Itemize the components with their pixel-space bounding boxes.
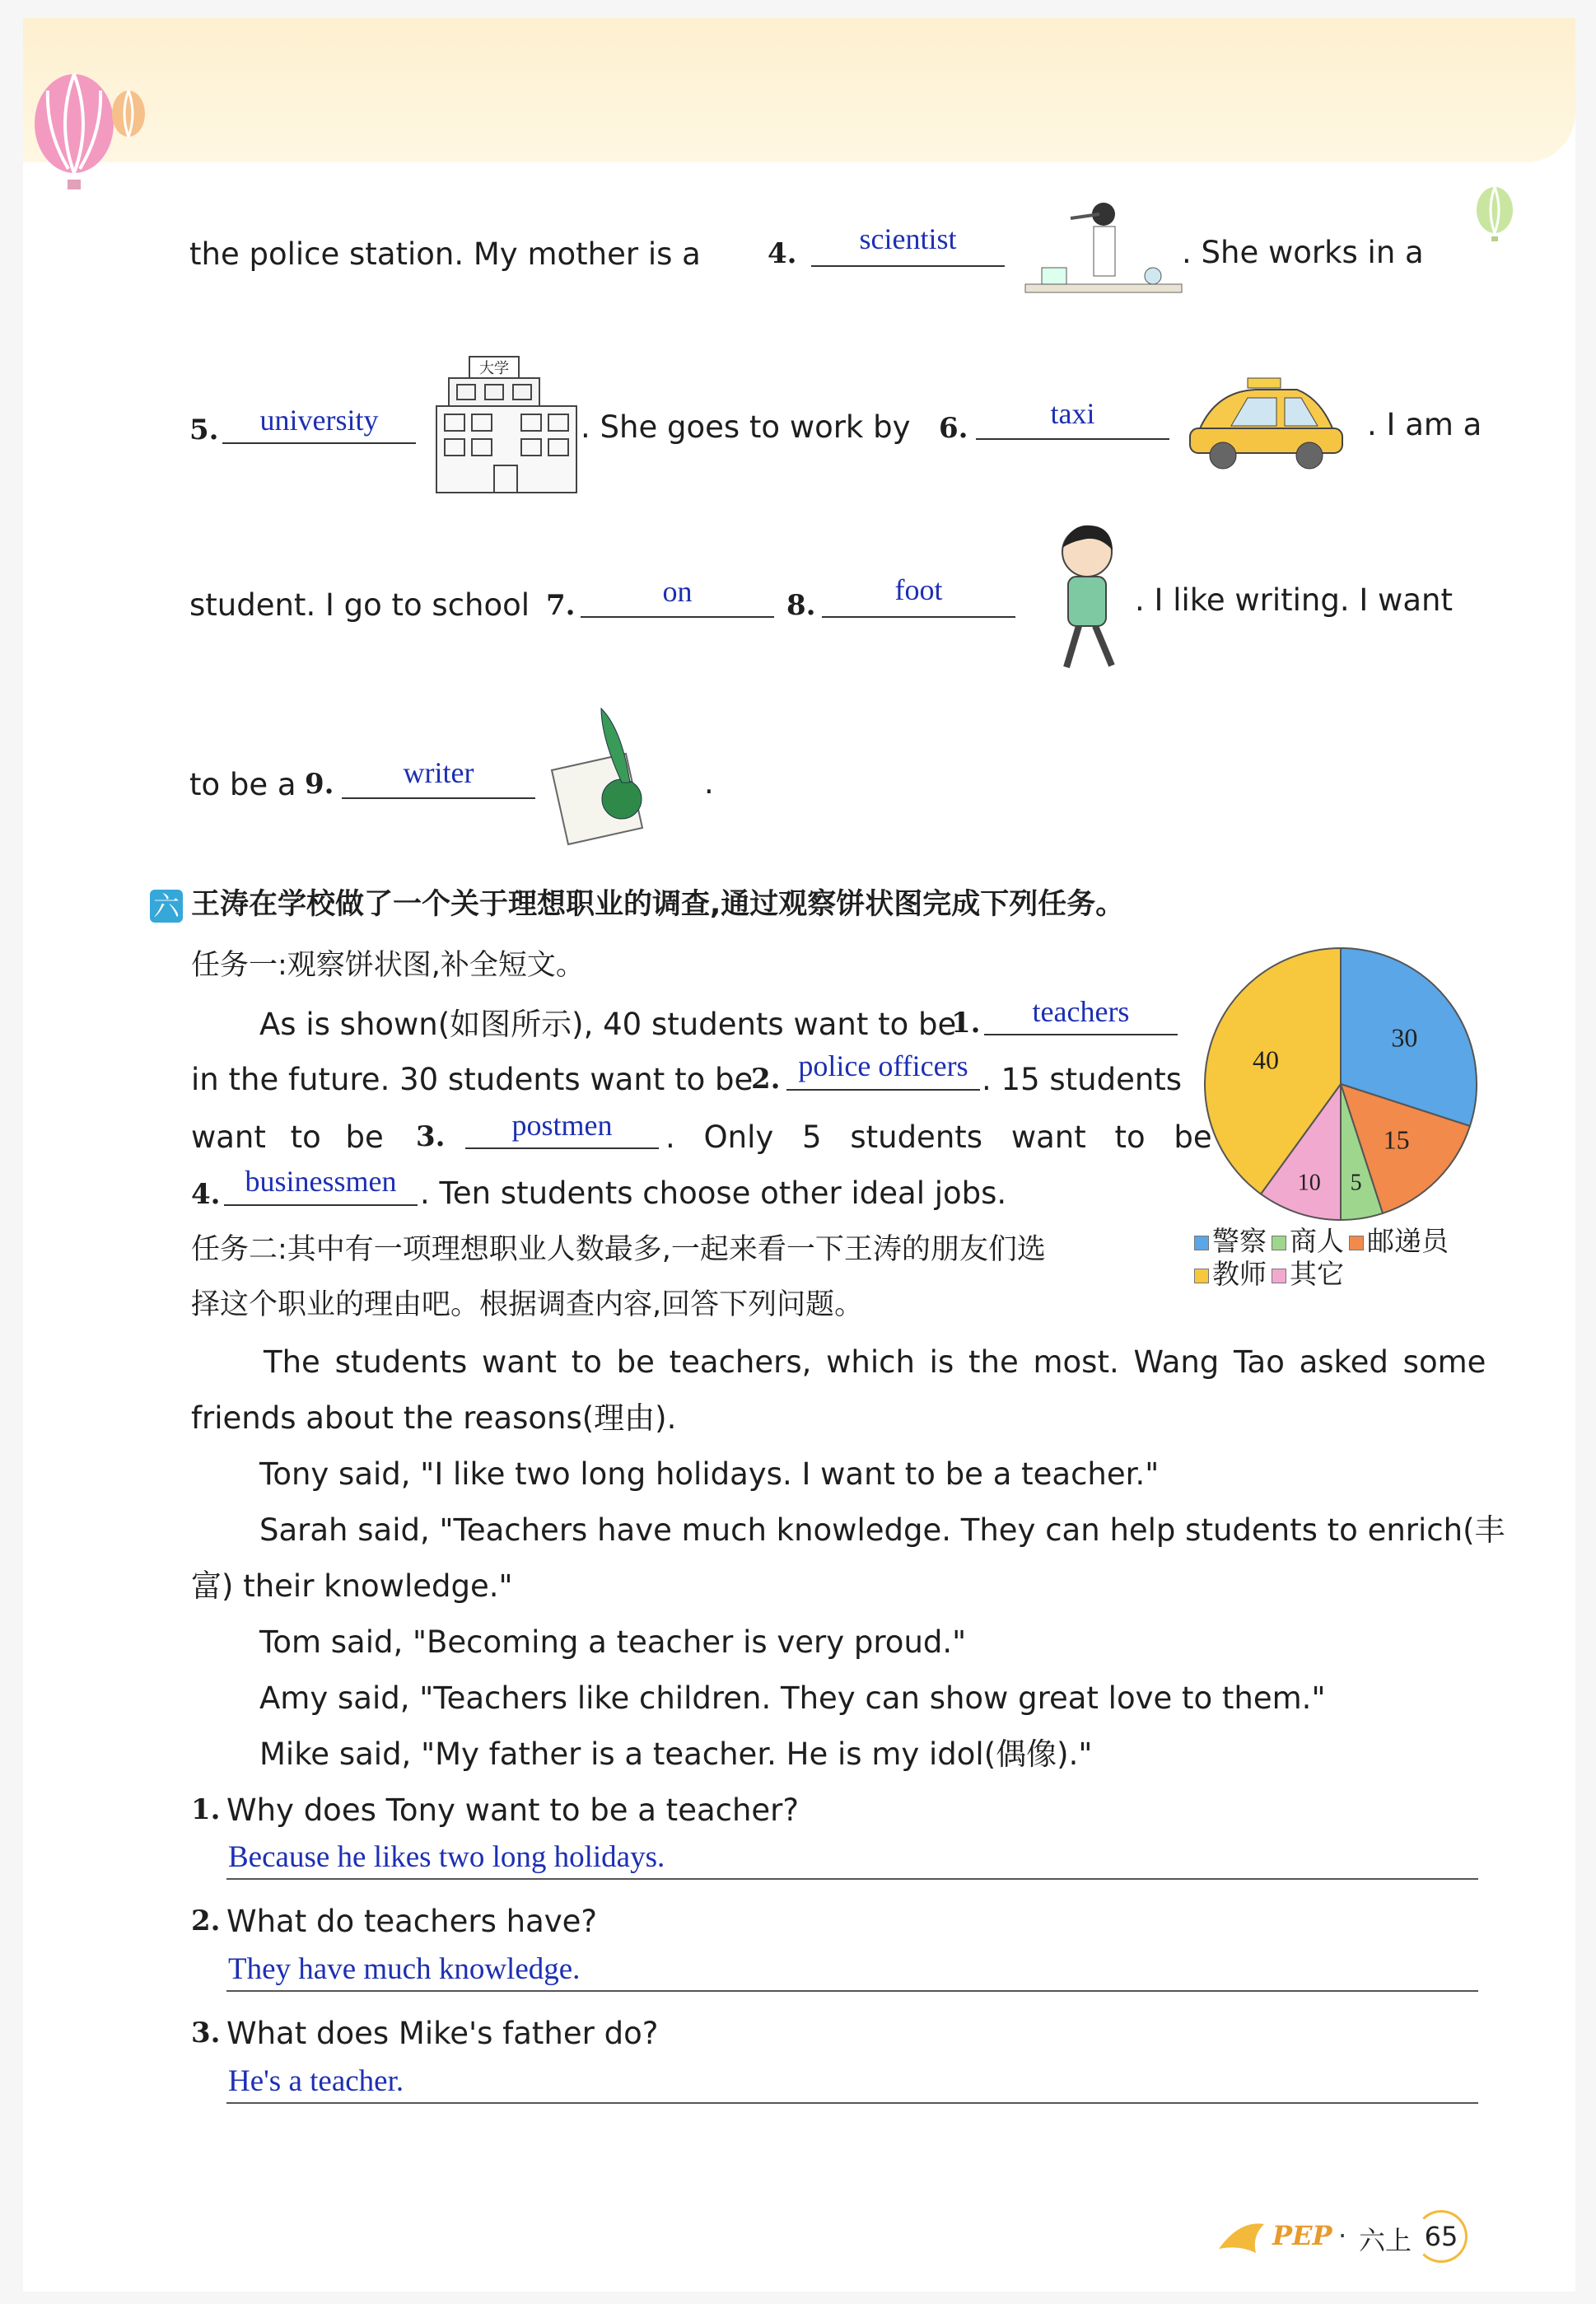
legend-label: 商人 xyxy=(1290,1225,1344,1257)
answer-7: on xyxy=(662,575,693,608)
pie-label-警察: 30 xyxy=(1391,1022,1418,1053)
p1-answer-4: businessmen xyxy=(245,1165,397,1198)
p1-answer-1: teachers xyxy=(1032,995,1130,1028)
balloon-right-icon xyxy=(1470,185,1519,251)
footer-brand: PEP xyxy=(1272,2220,1332,2251)
balloon-left-icon xyxy=(23,66,147,210)
answer-6: taxi xyxy=(1050,397,1095,430)
line4-text: to be a xyxy=(189,767,296,802)
pie-legend xyxy=(1194,1225,1454,1291)
line1-tail: . She works in a xyxy=(1182,235,1424,270)
p1-line1: As is shown(如图所示), 40 students want to be xyxy=(259,1007,957,1042)
reading-line-1: The students want to be teachers, which is the most. Wang Tao asked some xyxy=(264,1344,1486,1380)
scientist-icon xyxy=(1021,185,1186,309)
p1-line3b: . Only 5 students want to be xyxy=(665,1119,1212,1155)
task2-line2: 择这个职业的理由吧。根据调查内容,回答下列问题。 xyxy=(191,1288,864,1321)
pie-label-教师: 40 xyxy=(1252,1045,1279,1075)
answer-5: university xyxy=(259,404,379,437)
p1-line2b: . 15 students xyxy=(982,1062,1183,1097)
p1-answer-3: postmen xyxy=(511,1109,613,1142)
legend-swatch xyxy=(1349,1236,1364,1250)
section-title: 王涛在学校做了一个关于理想职业的调查,通过观察饼状图完成下列任务。 xyxy=(191,888,1125,921)
q1-text: Why does Tony want to be a teacher? xyxy=(226,1792,800,1828)
num-7: 7. xyxy=(546,589,576,622)
line2-text: . She goes to work by xyxy=(581,409,911,445)
reading-line-6: Tom said, "Becoming a teacher is very proud." xyxy=(259,1624,967,1660)
p1-num-4: 4. xyxy=(191,1178,221,1211)
university-building-icon xyxy=(432,350,581,498)
answer-9: writer xyxy=(403,756,474,789)
num-6: 6. xyxy=(939,412,968,445)
q3-answer-line[interactable] xyxy=(226,2102,1478,2104)
q1-num: 1. xyxy=(191,1793,221,1826)
p1-blank-4[interactable] xyxy=(224,1204,418,1206)
footer-dot: · xyxy=(1338,2220,1347,2251)
p1-answer-2: police officers xyxy=(798,1049,968,1082)
q3-answer: He's a teacher. xyxy=(228,2064,404,2098)
blank-4[interactable] xyxy=(811,265,1005,267)
reading-line-5: 富) their knowledge." xyxy=(191,1568,513,1604)
legend-swatch xyxy=(1272,1236,1286,1250)
legend-item-邮递员 xyxy=(1349,1225,1449,1257)
p1-line4: . Ten students choose other ideal jobs. xyxy=(420,1175,1007,1211)
p1-blank-3[interactable] xyxy=(465,1147,659,1149)
blank-5[interactable] xyxy=(222,442,416,444)
q1-answer: Because he likes two long holidays. xyxy=(228,1840,665,1874)
num-4: 4. xyxy=(768,237,797,270)
footer-page-number: 65 xyxy=(1415,2210,1468,2263)
pie-label-商人: 5 xyxy=(1350,1170,1362,1196)
num-5: 5. xyxy=(189,414,219,446)
bird-icon xyxy=(1215,2216,1268,2257)
num-8: 8. xyxy=(786,589,816,622)
legend-label: 邮递员 xyxy=(1367,1225,1449,1257)
blank-7[interactable] xyxy=(581,616,774,618)
task2-line1: 任务二:其中有一项理想职业人数最多,一起来看一下王涛的朋友们选 xyxy=(191,1233,1046,1266)
pie-label-其它: 10 xyxy=(1297,1170,1321,1196)
reading-line-3: Tony said, "I like two long holidays. I want to be a teacher." xyxy=(259,1456,1160,1492)
legend-label: 教师 xyxy=(1212,1258,1267,1290)
reading-line-7: Amy said, "Teachers like children. They can show great love to them." xyxy=(259,1680,1326,1716)
legend-swatch xyxy=(1194,1236,1209,1250)
p1-num-3: 3. xyxy=(416,1120,446,1153)
blank-6[interactable] xyxy=(976,438,1169,440)
blank-8[interactable] xyxy=(822,616,1015,618)
num-9: 9. xyxy=(305,768,334,801)
line3-text: student. I go to school xyxy=(189,587,530,623)
q2-answer-line[interactable] xyxy=(226,1990,1478,1992)
reading-line-8: Mike said, "My father is a teacher. He is my idol(偶像)." xyxy=(259,1736,1093,1772)
pie-label-邮递员: 15 xyxy=(1383,1124,1410,1155)
p1-line2: in the future. 30 students want to be xyxy=(191,1062,754,1097)
line2-tail: . I am a xyxy=(1367,407,1482,442)
p1-line3a: want to be xyxy=(191,1119,384,1155)
p1-num-1: 1. xyxy=(951,1007,981,1040)
legend-label: 警察 xyxy=(1212,1225,1267,1257)
p1-blank-1[interactable] xyxy=(984,1034,1178,1035)
line1-text: the police station. My mother is a xyxy=(189,236,701,272)
p1-num-2: 2. xyxy=(751,1063,781,1096)
footer-grade: 六上 xyxy=(1359,2225,1412,2256)
legend-item-教师 xyxy=(1194,1258,1267,1290)
legend-item-商人 xyxy=(1272,1225,1344,1257)
line3-tail: . I like writing. I want xyxy=(1135,582,1453,618)
answer-8: foot xyxy=(894,573,943,606)
task1-title: 任务一:观察饼状图,补全短文。 xyxy=(191,949,585,982)
blank-9[interactable] xyxy=(342,797,535,799)
walking-boy-icon xyxy=(1034,519,1141,684)
taxi-icon xyxy=(1182,375,1346,474)
p1-blank-2[interactable] xyxy=(786,1089,980,1091)
q3-num: 3. xyxy=(191,2017,221,2049)
legend-label: 其它 xyxy=(1290,1258,1344,1290)
pie-chart xyxy=(1194,946,1491,1238)
legend-item-警察 xyxy=(1194,1225,1267,1257)
reading-line-4: Sarah said, "Teachers have much knowledge. They can help students to enrich(丰 xyxy=(259,1512,1505,1548)
q1-answer-line[interactable] xyxy=(226,1878,1478,1880)
legend-item-其它 xyxy=(1272,1258,1344,1290)
answer-4: scientist xyxy=(859,222,957,255)
legend-swatch xyxy=(1194,1269,1209,1283)
section-badge: 六 xyxy=(150,890,183,923)
reading-line-2: friends about the reasons(理由). xyxy=(191,1400,677,1436)
q2-text: What do teachers have? xyxy=(226,1904,598,1939)
q2-num: 2. xyxy=(191,1904,221,1937)
line4-tail: . xyxy=(704,765,714,801)
q3-text: What does Mike's father do? xyxy=(226,2016,659,2051)
building-sign: 大学 xyxy=(479,360,509,377)
q2-answer: They have much knowledge. xyxy=(228,1952,581,1986)
header-band xyxy=(23,18,1575,162)
legend-swatch xyxy=(1272,1269,1286,1283)
quill-ink-icon xyxy=(544,704,667,853)
